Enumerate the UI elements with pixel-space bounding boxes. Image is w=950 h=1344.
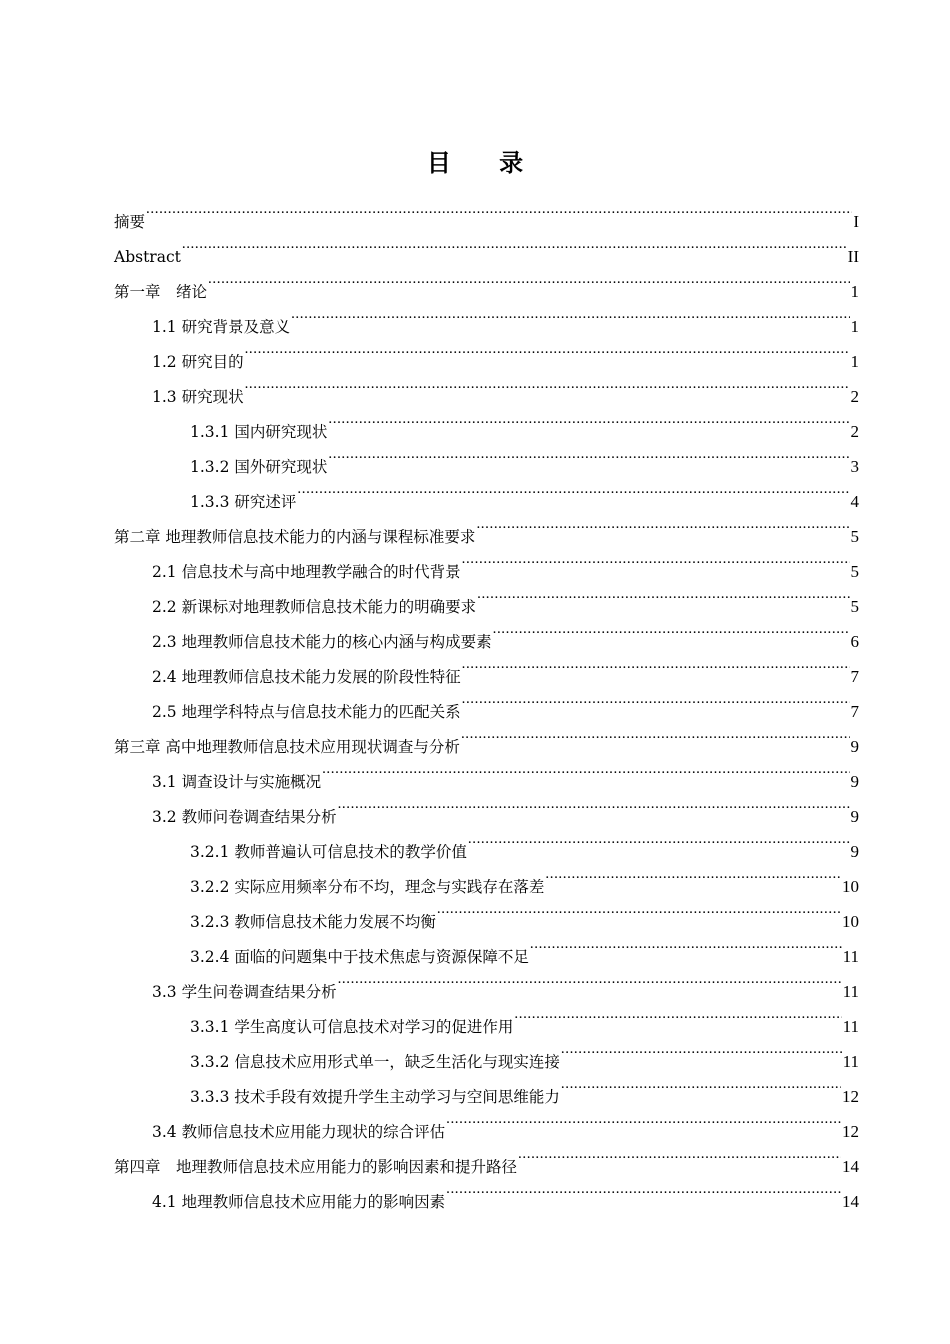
- toc-entry-label: 1.3 研究现状: [152, 388, 244, 406]
- toc-entry-page-number: 12: [842, 1087, 859, 1106]
- toc-leader-dots: [338, 962, 842, 997]
- toc-entry-label: 3.2.4 面临的问题集中于技术焦虑与资源保障不足: [190, 948, 529, 966]
- toc-entry-page-number: 9: [850, 807, 859, 826]
- toc-entry-label: 3.3 学生问卷调查结果分析: [152, 983, 337, 1001]
- toc-entry-label: 3.3.2 信息技术应用形式单一，缺乏生活化与现实连接: [190, 1053, 560, 1071]
- toc-leader-dots: [245, 367, 850, 402]
- toc-entry-label: 1.1 研究背景及意义: [152, 318, 291, 336]
- toc-leader-dots: [291, 297, 849, 332]
- toc-leader-dots: [561, 1067, 841, 1102]
- toc-leader-dots: [461, 717, 850, 752]
- toc-leader-dots: [514, 997, 841, 1032]
- toc-entry-page-number: 5: [850, 597, 859, 616]
- toc-leader-dots: [545, 857, 841, 892]
- toc-entry-label: 3.2.2 实际应用频率分布不均，理念与实践存在落差: [190, 878, 545, 896]
- toc-leader-dots: [208, 262, 849, 297]
- toc-entry-label: 2.5 地理学科特点与信息技术能力的匹配关系: [152, 703, 461, 721]
- toc-leader-dots: [530, 927, 842, 962]
- toc-entry-page-number: 4: [850, 492, 859, 511]
- toc-leader-dots: [437, 892, 841, 927]
- toc-entry-page-number: I: [853, 212, 859, 231]
- toc-entry-label: 3.3.3 技术手段有效提升学生主动学习与空间思维能力: [190, 1088, 560, 1106]
- toc-entry-label: 第四章 地理教师信息技术应用能力的影响因素和提升路径: [114, 1158, 518, 1176]
- toc-entry-page-number: 11: [842, 1017, 859, 1036]
- toc-leader-dots: [297, 472, 849, 507]
- toc-leader-dots: [462, 682, 850, 717]
- toc-leader-dots: [328, 437, 849, 472]
- toc-entry-label: 2.3 地理教师信息技术能力的核心内涵与构成要素: [152, 633, 492, 651]
- toc-entry[interactable]: [114, 297, 859, 336]
- toc-leader-dots: [476, 507, 849, 542]
- toc-entry-page-number: 9: [850, 772, 859, 791]
- toc-entry[interactable]: [114, 192, 859, 231]
- toc-leader-dots: [146, 192, 852, 227]
- toc-entry-page-number: 11: [842, 1052, 859, 1071]
- toc-entry-page-number: 1: [850, 282, 859, 301]
- toc-entry-page-number: 2: [850, 422, 859, 441]
- toc-leader-dots: [338, 787, 850, 822]
- toc-entry-page-number: 7: [850, 702, 859, 721]
- toc-leader-dots: [182, 227, 847, 262]
- toc-entry-page-number: 5: [850, 562, 859, 581]
- toc-entry-label: 第一章 绪论: [114, 283, 208, 301]
- toc-entry-page-number: 3: [850, 457, 859, 476]
- toc-leader-dots: [468, 822, 850, 857]
- toc-entry-page-number: 5: [850, 527, 859, 546]
- toc-leader-dots: [245, 332, 850, 367]
- toc-entry-label: 第二章 地理教师信息技术能力的内涵与课程标准要求: [114, 528, 476, 546]
- toc-leader-dots: [322, 752, 849, 787]
- toc-entry-page-number: 1: [850, 317, 859, 336]
- toc-entry-label: 3.2 教师问卷调查结果分析: [152, 808, 337, 826]
- toc-entry-label: 摘要: [114, 213, 146, 231]
- toc-entry[interactable]: [114, 262, 859, 301]
- toc-leader-dots: [446, 1172, 841, 1207]
- toc-leader-dots: [462, 542, 850, 577]
- toc-leader-dots: [477, 577, 849, 612]
- toc-entry-label: 3.1 调查设计与实施概况: [152, 773, 322, 791]
- toc-entry-page-number: 6: [850, 632, 859, 651]
- toc-leader-dots: [462, 647, 850, 682]
- toc-entry-page-number: 9: [850, 737, 859, 756]
- toc-entry-label: 3.2.1 教师普遍认可信息技术的教学价值: [190, 843, 467, 861]
- toc-entry-page-number: 14: [842, 1192, 859, 1211]
- toc-entry-label: 第三章 高中地理教师信息技术应用现状调查与分析: [114, 738, 460, 756]
- toc-entry-page-number: 1: [850, 352, 859, 371]
- toc-entry-label: 3.4 教师信息技术应用能力现状的综合评估: [152, 1123, 446, 1141]
- toc-leader-dots: [561, 1032, 842, 1067]
- toc-entry-page-number: II: [847, 247, 859, 266]
- toc-entry-page-number: 7: [850, 667, 859, 686]
- page-title: 目 录: [426, 149, 524, 177]
- toc-entry-page-number: 12: [842, 1122, 859, 1141]
- toc-entry-label: 2.1 信息技术与高中地理教学融合的时代背景: [152, 563, 461, 581]
- toc-leader-dots: [518, 1137, 841, 1172]
- toc-entry-label: 3.3.1 学生高度认可信息技术对学习的促进作用: [190, 1018, 514, 1036]
- toc-entry-label: 2.2 新课标对地理教师信息技术能力的明确要求: [152, 598, 477, 616]
- table-of-contents: [114, 192, 859, 1211]
- toc-entry[interactable]: [114, 227, 859, 266]
- toc-entry-label: 1.3.2 国外研究现状: [190, 458, 328, 476]
- toc-entry-label: 1.2 研究目的: [152, 353, 244, 371]
- toc-entry-page-number: 10: [842, 877, 859, 896]
- toc-entry-label: 1.3.3 研究述评: [190, 493, 297, 511]
- toc-entry-label: 4.1 地理教师信息技术应用能力的影响因素: [152, 1193, 446, 1211]
- toc-entry-page-number: 11: [842, 947, 859, 966]
- toc-entry-page-number: 2: [850, 387, 859, 406]
- toc-entry-page-number: 14: [842, 1157, 859, 1176]
- toc-entry-page-number: 11: [842, 982, 859, 1001]
- toc-entry-page-number: 9: [850, 842, 859, 861]
- toc-entry-label: 2.4 地理教师信息技术能力发展的阶段性特征: [152, 668, 461, 686]
- toc-entry-label: 3.2.3 教师信息技术能力发展不均衡: [190, 913, 436, 931]
- toc-leader-dots: [446, 1102, 841, 1137]
- toc-entry-page-number: 10: [842, 912, 859, 931]
- toc-entry-label: Abstract: [114, 248, 181, 266]
- toc-leader-dots: [328, 402, 849, 437]
- toc-leader-dots: [493, 612, 850, 647]
- toc-entry-label: 1.3.1 国内研究现状: [190, 423, 328, 441]
